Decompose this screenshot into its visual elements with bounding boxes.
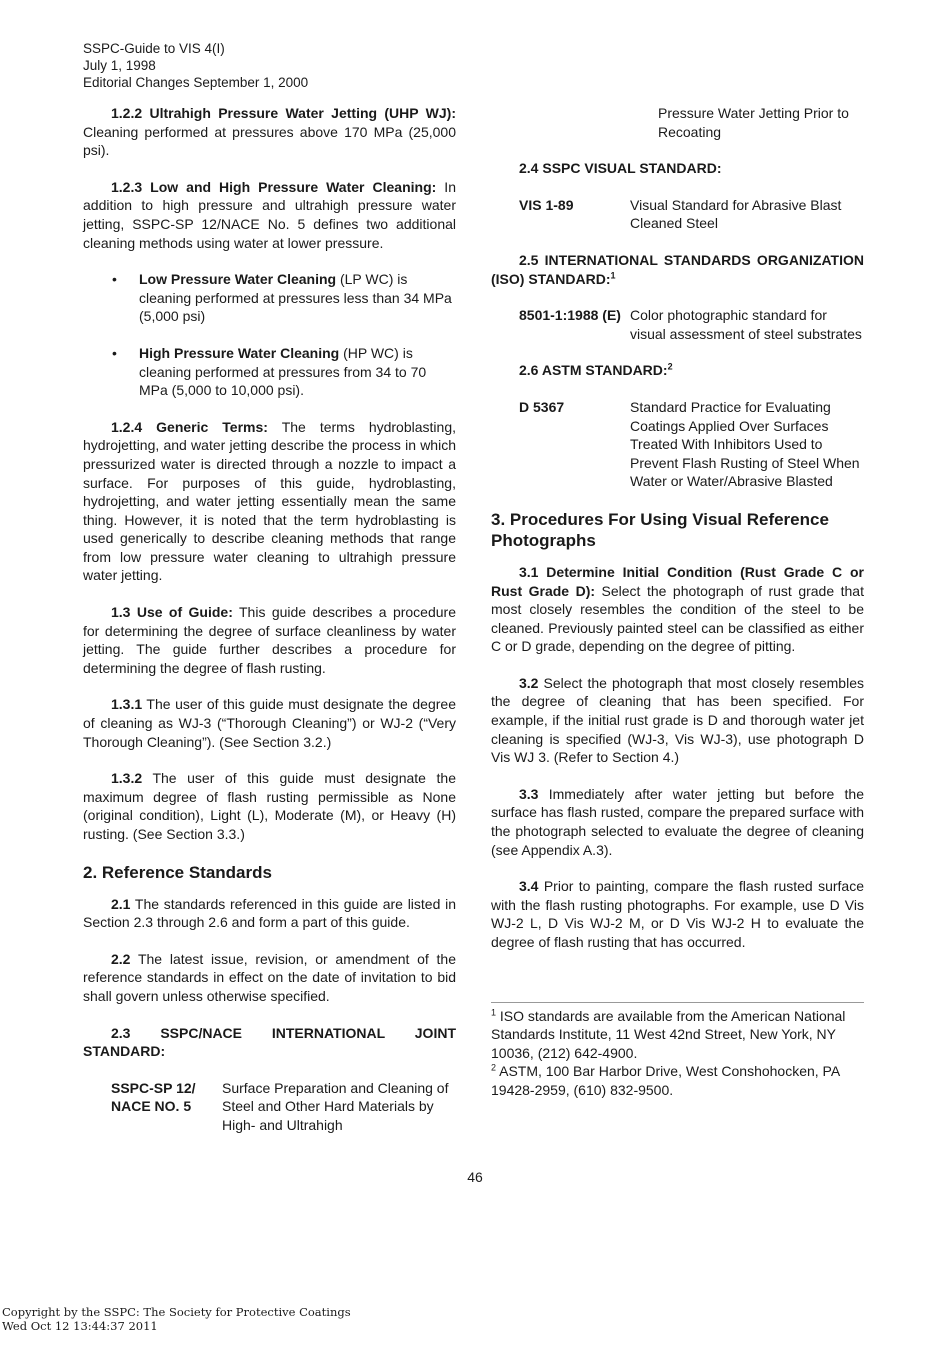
section-3-1-body: Select the photograph of rust grade that most closely resembles the condition of the steel to be cleaned. Previously painted steel can be classified as either C or D grade, depending on the degree of pitting. — [491, 582, 864, 655]
section-2-2 — [83, 950, 456, 1006]
list-item — [83, 270, 456, 326]
bullet-icon: • — [112, 344, 117, 361]
footnote-ref-1[interactable]: 1 — [610, 269, 616, 280]
footnote-mark: 1 — [491, 1006, 497, 1017]
left-column — [83, 104, 456, 1153]
section-1-2-4 — [83, 418, 456, 585]
footnote-text: ISO standards are available from the American National Standards Institute, 11 West 42nd Street, New York, NY 10036, (212) 642-4900. — [491, 1007, 846, 1061]
standard-code-line2: NACE NO. 5 — [111, 1098, 192, 1115]
section-3-4-body: Prior to painting, compare the flash rusted surface with the flash rusting photographs. For example, use D Vis WJ-2 L, D Vis WJ-2 M, or D Vis WJ-2 H to evaluate the degree of flash rusting that has occurred. — [491, 878, 864, 950]
section-2-1-heading: 2.1 — [111, 895, 131, 912]
section-3-4-heading: 3.4 — [519, 878, 539, 895]
standard-description: Surface Preparation and Cleaning of Steel and Other Hard Materials by High- and Ultrahigh — [222, 1079, 449, 1133]
section-2-3-heading: 2.3 SSPC/NACE INTERNATIONAL JOINT STANDARD: — [83, 1024, 456, 1060]
standard-row-iso-8501 — [491, 306, 864, 343]
footnote-1 — [491, 1007, 864, 1063]
footnote-ref-2[interactable]: 2 — [667, 361, 673, 372]
section-2-5-title: 2.5 INTERNATIONAL STANDARDS ORGANIZATION (ISO) STANDARD: — [491, 251, 864, 287]
standard-code: D 5367 — [519, 398, 565, 415]
page-number: 46 — [467, 1169, 483, 1185]
section-2-heading: 2. Reference Standards — [83, 862, 272, 882]
section-1-3-2-body: The user of this guide must designate the maximum degree of flash rusting permissible as None (original condition), Light (L), Moderate (M), or Heavy (H) rusting. (See Section 3.3.) — [83, 770, 456, 842]
footnote-2 — [491, 1062, 864, 1099]
section-3-heading: 3. Procedures For Using Visual Reference Photographs — [491, 509, 829, 550]
section-1-3-2 — [83, 769, 456, 843]
section-1-3-body: This guide describes a procedure for determining the degree of surface cleanliness by water jetting. The guide further describes a procedure for determining the degree of flash rusting. — [83, 604, 456, 676]
section-1-2-3 — [83, 178, 456, 252]
section-1-2-2 — [83, 104, 456, 160]
copyright-stamp — [2, 1305, 351, 1333]
standard-code: VIS 1-89 — [519, 196, 574, 213]
section-1-2-2-heading: 1.2.2 Ultrahigh Pressure Water Jetting (UHP WJ): — [111, 105, 456, 121]
section-2-4-heading: 2.4 SSPC VISUAL STANDARD: — [519, 160, 722, 177]
list-item-term: High Pressure Water Cleaning — [139, 344, 340, 361]
list-item — [83, 344, 456, 400]
section-1-3-1 — [83, 695, 456, 751]
right-column — [491, 104, 864, 1100]
section-3-2 — [491, 674, 864, 767]
section-2-2-body: The latest issue, revision, or amendment of the reference standards in effect on the date of invitation to bid shall govern unless otherwise specified. — [83, 950, 456, 1004]
standard-row-vis-1-89 — [491, 196, 864, 233]
copyright-timestamp: Wed Oct 12 13:44:37 2011 — [2, 1319, 158, 1333]
standard-description-continued: Pressure Water Jetting Prior to Recoating — [658, 105, 849, 140]
standard-description: Visual Standard for Abrasive Blast Cleaned Steel — [630, 196, 842, 232]
section-2-1-body: The standards referenced in this guide are listed in Section 2.3 through 2.6 and form a part of this guide. — [83, 895, 456, 931]
section-2-2-heading: 2.2 — [111, 950, 131, 967]
standard-code-line1: SSPC-SP 12/ — [111, 1079, 196, 1096]
section-1-3-1-body: The user of this guide must designate the degree of cleaning as WJ-3 (“Thorough Cleaning”) or WJ-2 (“Very Thorough Cleaning”). (See Section 3.2.) — [83, 696, 456, 750]
section-1-3-2-heading: 1.3.2 — [111, 770, 143, 787]
section-3-1 — [491, 563, 864, 656]
section-1-3-1-heading: 1.3.1 — [111, 696, 143, 713]
section-1-3 — [83, 603, 456, 677]
cleaning-methods-list — [83, 270, 456, 400]
footnote-divider — [491, 1002, 864, 1003]
section-2-5-heading — [491, 251, 864, 288]
section-3-1-heading: 3.1 Determine Initial Condition (Rust Grade C or Rust Grade D): — [491, 563, 864, 599]
standard-code — [83, 1079, 222, 1135]
section-1-2-3-body: In addition to high pressure and ultrahigh pressure water jetting, SSPC-SP 12/NACE No. 5 defines two additional cleaning methods using water at lower pressure. — [83, 178, 456, 251]
list-item-term: Low Pressure Water Cleaning — [139, 271, 337, 288]
standard-description: Color photographic standard for visual assessment of steel substrates — [630, 307, 862, 342]
running-header — [83, 40, 308, 91]
section-1-2-4-body: The terms hydroblasting, hydrojetting, and water jetting describe the process in which pressurized water is directed through a nozzle to impact a surface. For purposes of this guide, hydroblasting, hydrojetting, and water jetting essentially mean the same thing. However, it is noted that the term hydroblasting is used generically to describe cleaning methods that range from low pressure water cleaning to ultrahigh pressure water jetting. — [83, 418, 456, 584]
section-3-3-body: Immediately after water jetting but before the surface has flash rusted, compare the prepared surface with the photograph selected to evaluate the degree of cleaning (see Appendix A.3). — [491, 785, 864, 858]
section-2-6-heading — [491, 361, 864, 380]
section-3-2-heading: 3.2 — [519, 674, 539, 691]
list-item-body: (HP WC) is cleaning performed at pressures from 34 to 70 MPa (5,000 to 10,000 psi). — [139, 344, 427, 399]
header-edit-note: Editorial Changes September 1, 2000 — [83, 75, 309, 90]
footnote-mark: 2 — [491, 1062, 497, 1073]
section-1-2-2-body: Cleaning performed at pressures above 170 MPa (25,000 psi). — [83, 123, 456, 159]
copyright-line: Copyright by the SSPC: The Society for Protective Coatings — [2, 1305, 351, 1319]
standard-description: Standard Practice for Evaluating Coatings Applied Over Surfaces Treated With Inhibitors Used to Prevent Flash Rusting of Steel When Water or Water/Abrasive Blasted — [630, 398, 860, 490]
section-3-2-body: Select the photograph that most closely resembles the degree of cleaning that has been specified. For example, if the initial rust grade is D and thorough water jet cleaning is specified (WJ-3, Vis WJ-3), use photograph D Vis WJ 3. (Refer to Section 4.) — [491, 674, 864, 766]
section-2-1 — [83, 895, 456, 932]
section-1-2-3-heading: 1.2.3 Low and High Pressure Water Cleaning: — [111, 178, 437, 195]
section-1-2-4-heading: 1.2.4 Generic Terms: — [111, 418, 268, 435]
bullet-icon: • — [112, 271, 117, 288]
standard-row-sspc-sp12 — [83, 1079, 456, 1135]
header-date: July 1, 1998 — [83, 58, 156, 73]
list-item-body: (LP WC) is cleaning performed at pressures less than 34 MPa (5,000 psi) — [139, 271, 452, 325]
section-3-4 — [491, 877, 864, 951]
section-3-3-heading: 3.3 — [519, 785, 539, 802]
footnote-text: ASTM, 100 Bar Harbor Drive, West Conshohocken, PA 19428-2959, (610) 832-9500. — [491, 1063, 840, 1098]
standard-row-astm-d5367 — [491, 398, 864, 491]
section-3-3 — [491, 785, 864, 859]
section-2-6-title: 2.6 ASTM STANDARD: — [519, 362, 668, 379]
standard-code: 8501-1:1988 (E) — [519, 307, 621, 324]
header-doc-title: SSPC-Guide to VIS 4(I) — [83, 41, 225, 56]
section-1-3-heading: 1.3 Use of Guide: — [111, 604, 233, 621]
